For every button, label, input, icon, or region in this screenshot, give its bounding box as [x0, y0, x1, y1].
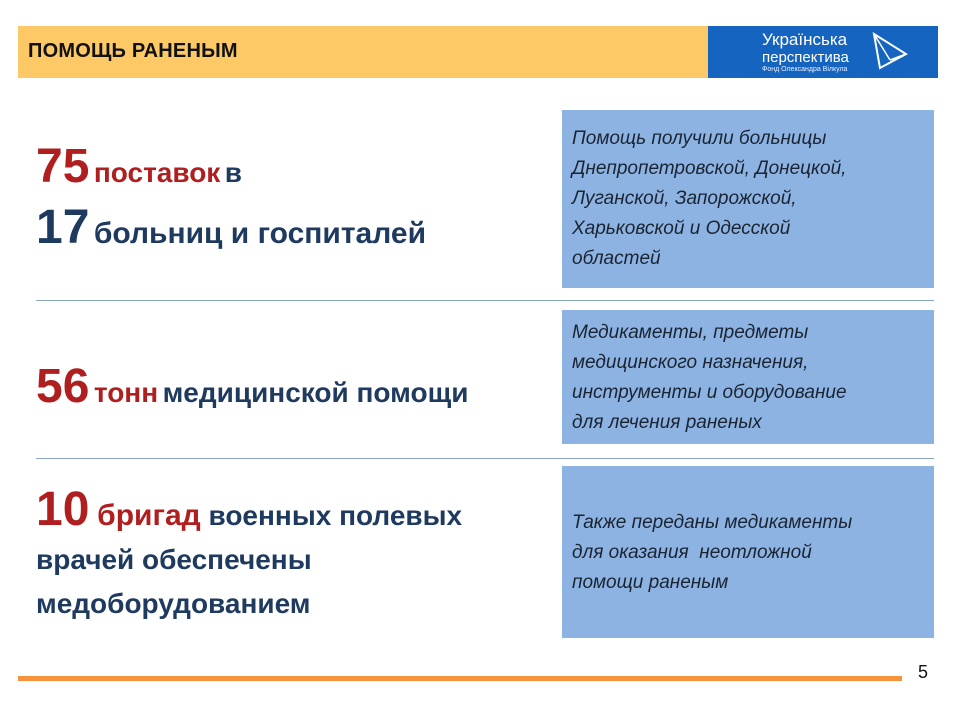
page-number: 5 — [918, 662, 929, 682]
logo — [708, 26, 938, 78]
stat-number: 75 — [36, 140, 90, 193]
note-line: для оказания неотложной — [572, 542, 812, 563]
note-box-supplies — [562, 310, 934, 444]
note-line: помощи раненым — [572, 572, 729, 593]
divider — [36, 458, 934, 459]
footer-rule — [18, 676, 902, 681]
title-bar — [18, 26, 708, 78]
note-line: Медикаменты, предметы — [572, 322, 809, 343]
stat-unit: поставок — [93, 157, 221, 188]
note-box-hospitals — [562, 110, 934, 288]
stat-unit: тонн — [93, 377, 159, 408]
page-title: ПОМОЩЬ РАНЕНЫМ — [28, 40, 238, 62]
note-line: Днепропетровской, Донецкой, — [572, 158, 847, 179]
logo-sail-icon — [870, 32, 910, 72]
stat-unit: бригад — [97, 499, 201, 532]
note-line: медицинского назначения, — [572, 352, 809, 373]
stat-number-secondary: 17 — [36, 201, 90, 254]
divider — [36, 300, 934, 301]
stat-text: больниц и госпиталей — [93, 217, 427, 250]
logo-text-line3: Фонд Олександра Вілкула — [762, 66, 848, 73]
note-line: Луганской, Запорожской, — [572, 188, 797, 209]
stat-text: медицинской помощи — [162, 377, 469, 408]
stat-text: военных полевых врачей обеспечены медоборудованием — [36, 500, 463, 619]
note-box-emergency — [562, 466, 934, 638]
note-line: Помощь получили больницы — [572, 128, 827, 149]
note-line: для лечения раненых — [572, 412, 762, 433]
stat-text: в — [224, 157, 242, 188]
stat-tonnage — [36, 362, 468, 423]
stat-brigades — [36, 483, 556, 626]
note-line: Также переданы медикаменты — [572, 512, 853, 533]
stat-deliveries — [36, 142, 556, 264]
logo-text-line1: Українська — [762, 30, 848, 49]
note-line: областей — [572, 248, 661, 269]
stat-number: 10 — [36, 483, 90, 536]
stat-number: 56 — [36, 360, 90, 413]
note-line: инструменты и оборудование — [572, 382, 847, 403]
logo-text-line2: перспектива — [762, 49, 849, 66]
note-line: Харьковской и Одесской — [572, 218, 791, 239]
